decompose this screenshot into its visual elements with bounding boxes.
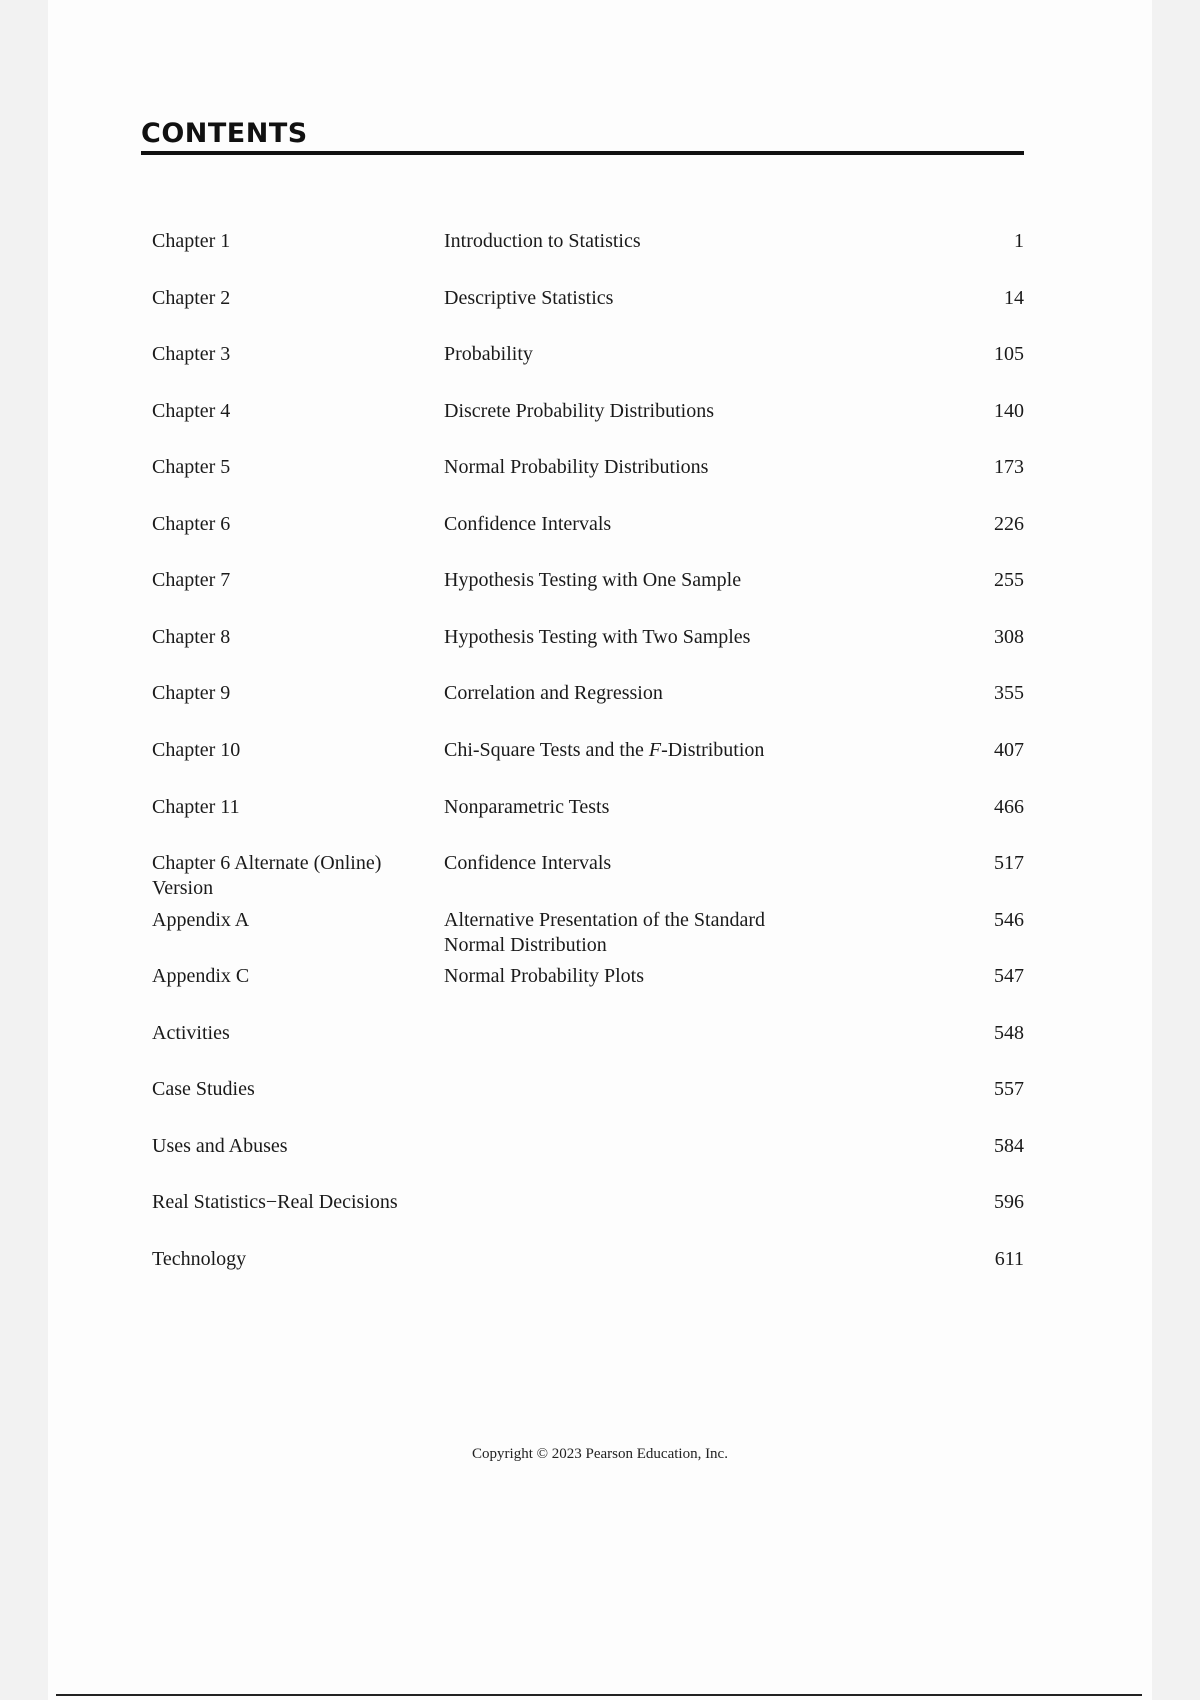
toc-entry-chapter-6 — [152, 512, 1024, 564]
toc-label: Appendix C — [152, 965, 250, 987]
toc-label: Chapter 5 — [152, 456, 231, 478]
toc-label: Chapter 1 — [152, 230, 231, 252]
toc-entry-chapter-1 — [152, 229, 1024, 281]
toc-page-number: 548 — [994, 1022, 1024, 1044]
toc-title: Descriptive Statistics — [444, 287, 614, 309]
toc-page-number: 611 — [994, 1248, 1024, 1270]
toc-label: Chapter 6 Alternate (Online) Version — [152, 852, 382, 899]
toc-label: Uses and Abuses — [152, 1135, 288, 1157]
toc-entry-chapter-7 — [152, 568, 1024, 620]
toc-label: Chapter 4 — [152, 400, 231, 422]
toc-page-number: 226 — [994, 513, 1024, 535]
toc-title — [444, 738, 844, 763]
toc-page-number: 407 — [994, 739, 1024, 761]
toc-page-number: 557 — [994, 1078, 1024, 1100]
toc-label: Technology — [152, 1248, 247, 1270]
toc-label: Chapter 10 — [152, 739, 241, 761]
toc-page-number: 1 — [1014, 230, 1024, 252]
toc-page-number: 466 — [994, 796, 1024, 818]
toc-entry-chapter-9 — [152, 681, 1024, 733]
toc-page-number: 173 — [994, 456, 1024, 478]
toc-title: Correlation and Regression — [444, 682, 663, 704]
toc-entry-case-studies — [152, 1077, 1024, 1129]
toc-label: Chapter 7 — [152, 569, 231, 591]
toc-title: Alternative Presentation of the Standard Normal Distribution — [444, 909, 766, 956]
toc-title: Discrete Probability Distributions — [444, 400, 714, 422]
toc-title-italic-f: F — [648, 739, 662, 761]
toc-entry-chapter-2 — [152, 286, 1024, 338]
heading-rule — [141, 151, 1024, 155]
page-title: CONTENTS — [141, 118, 308, 149]
toc-title: Introduction to Statistics — [444, 230, 641, 252]
toc-entry-chapter-3 — [152, 342, 1024, 394]
toc-label: Chapter 9 — [152, 682, 231, 704]
toc-label: Chapter 2 — [152, 287, 231, 309]
toc-entry-technology — [152, 1247, 1024, 1299]
toc-page-number: 596 — [994, 1191, 1024, 1213]
toc-title: Normal Probability Distributions — [444, 456, 709, 478]
toc-entry-activities — [152, 1021, 1024, 1073]
toc-page-number: 14 — [1004, 287, 1024, 309]
toc-title: Normal Probability Plots — [444, 965, 644, 987]
toc-title: Probability — [444, 343, 533, 365]
toc-title: Nonparametric Tests — [444, 796, 610, 818]
page-bottom-rule — [56, 1694, 1142, 1696]
toc-entry-chapter-5 — [152, 455, 1024, 507]
toc-title: Confidence Intervals — [444, 513, 612, 535]
toc-page-number: 584 — [994, 1135, 1024, 1157]
toc-label: Appendix A — [152, 909, 250, 931]
toc-label: Activities — [152, 1022, 230, 1044]
toc-page-number: 140 — [994, 400, 1024, 422]
toc-page-number: 517 — [994, 852, 1024, 874]
toc-label: Case Studies — [152, 1078, 255, 1100]
toc-label: Chapter 3 — [152, 343, 231, 365]
toc-title: Hypothesis Testing with Two Samples — [444, 626, 751, 648]
toc-entry-chapter-6-alternate — [152, 851, 1024, 903]
toc-page-number: 547 — [994, 965, 1024, 987]
copyright-notice: Copyright © 2023 Pearson Education, Inc. — [472, 1446, 728, 1462]
toc-title: Hypothesis Testing with One Sample — [444, 569, 742, 591]
toc-label: Chapter 6 — [152, 513, 231, 535]
toc-entry-chapter-4 — [152, 399, 1024, 451]
toc-page-number: 255 — [994, 569, 1024, 591]
toc-entry-appendix-c — [152, 964, 1024, 1016]
toc-page-number: 355 — [994, 682, 1024, 704]
toc-entry-chapter-10 — [152, 738, 1024, 790]
toc-entry-chapter-11 — [152, 795, 1024, 847]
toc-title: Confidence Intervals — [444, 852, 612, 874]
toc-page-number: 546 — [994, 909, 1024, 931]
toc-page-number: 105 — [994, 343, 1024, 365]
toc-title-part: Chi-Square Tests and the — [444, 739, 649, 761]
toc-entry-chapter-8 — [152, 625, 1024, 677]
toc-entry-uses-and-abuses — [152, 1134, 1024, 1186]
toc-label: Chapter 11 — [152, 796, 240, 818]
toc-title-part: -Distribution — [661, 739, 765, 761]
toc-label: Chapter 8 — [152, 626, 231, 648]
toc-entry-real-statistics — [152, 1190, 1024, 1242]
toc-label: Real Statistics−Real Decisions — [152, 1191, 398, 1213]
toc-page-number: 308 — [994, 626, 1024, 648]
toc-entry-appendix-a — [152, 908, 1024, 960]
